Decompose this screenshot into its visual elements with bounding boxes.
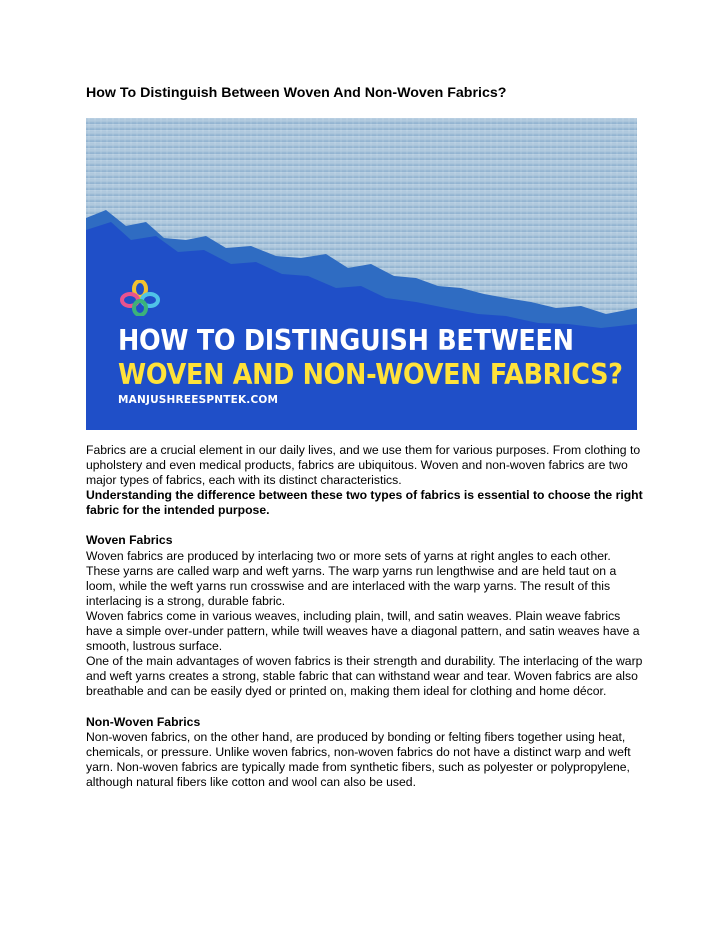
woven-paragraph-2: Woven fabrics come in various weaves, including plain, twill, and satin weaves. Plain weave fabrics have a simple over-under pattern, while twill weaves have a diagonal pattern, and satin weaves have a smooth, lustrous surface. (86, 608, 640, 654)
banner-image (86, 118, 637, 430)
banner-headline-line1: HOW TO DISTINGUISH BETWEEN (118, 324, 574, 358)
nonwoven-paragraph-1: Non-woven fabrics, on the other hand, are produced by bonding or felting fibers together using heat, chemicals, or pressure. Unlike woven fabrics, non-woven fabrics do not have a distinct warp and weft yarn. Non-woven fabrics are typically made from synthetic fibers, such as polyester or polypropylene, although natural fibers like cotton and wool can also be used. (86, 729, 631, 789)
woven-paragraph-1: Woven fabrics are produced by interlacing two or more sets of yarns at right angles to each other. These yarns are called warp and weft yarns. The warp yarns run lengthwise and are held taut on a loom, while the weft yarns run crosswise and are interlaced with the warp yarns. The result of this interlacing is a strong, durable fabric. (86, 548, 617, 608)
page-title: How To Distinguish Between Woven And Non-Woven Fabrics? (86, 85, 507, 101)
article-body (86, 443, 646, 790)
intro-paragraph: Fabrics are a crucial element in our daily lives, and we use them for various purposes. From clothing to upholstery and even medical products, fabrics are ubiquitous. Woven and non-woven fabrics are two major types of fabrics, each with its distinct characteristics. (86, 443, 641, 488)
flower-logo-icon (118, 280, 162, 316)
banner-headline-line2: WOVEN AND NON-WOVEN FABRICS? (118, 358, 623, 392)
banner-website: MANJUSHREESPNTEK.COM (118, 394, 279, 406)
woven-heading: Woven Fabrics (86, 533, 173, 548)
intro-emphasis: Understanding the difference between these two types of fabrics is essential to choose the right fabric for the intended purpose. (86, 488, 643, 518)
nonwoven-heading: Non-Woven Fabrics (86, 714, 201, 729)
woven-paragraph-3: One of the main advantages of woven fabrics is their strength and durability. The interlacing of the warp and weft yarns creates a strong, stable fabric that can withstand wear and tear. Woven fabrics are also breathable and can be easily dyed or printed on, making them ideal for clothing and home décor. (86, 654, 643, 699)
